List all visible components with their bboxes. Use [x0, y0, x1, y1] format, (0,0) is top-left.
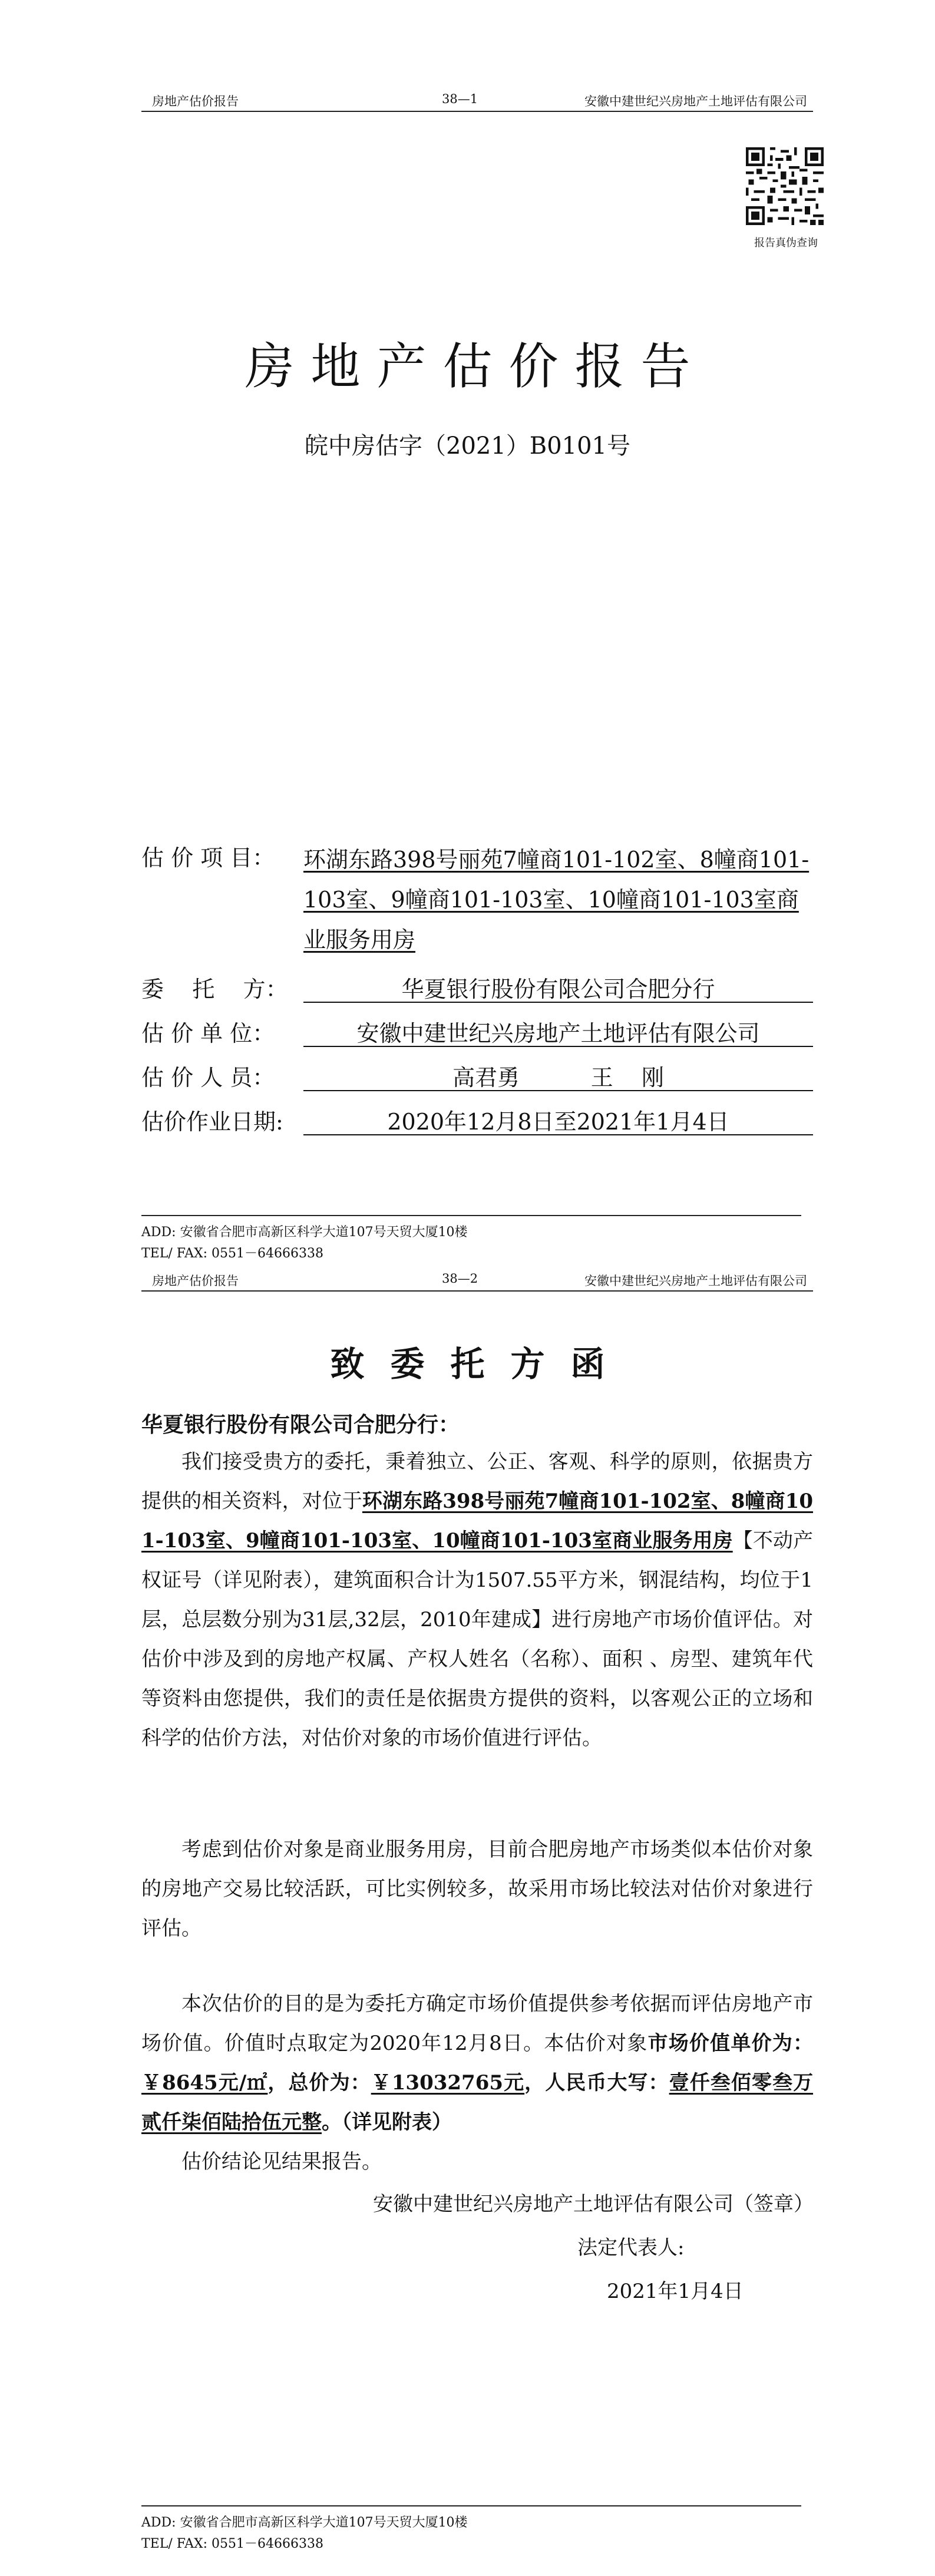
valuer-staff-label: 估 价 人 员： [141, 1065, 275, 1091]
p3-intro: 本次估价的目的是为委托方确定市场价值提供参考依据而评估房地产市场价值。价值时点取定为2020年12月8日。本估价对象 [141, 1992, 813, 2055]
page-header-2 [141, 1268, 813, 1292]
footer-divider-2 [141, 2505, 801, 2506]
footer-address-2: ADD: 安徽省合肥市高新区科学大道107号天贸大厦10楼 [141, 2515, 468, 2530]
letter-paragraph-3 [141, 1984, 813, 2142]
valuation-date-label: 估价作业日期: [141, 1109, 283, 1135]
valuer-org-label: 估 价 单 位： [141, 1021, 275, 1046]
report-title: 房地产估价报告 [245, 338, 707, 395]
p3-unit-label: 市场价值单价为： [647, 2032, 814, 2055]
valuer-staff-value: 高君勇 王 刚 [303, 1059, 813, 1091]
p1-property: 环湖东路398号丽苑7幢商101-102室、8幢商101-103室、9幢商101-103室、10幢商101-103室商业服务用房 [141, 1490, 813, 1553]
letter-page [0, 1272, 935, 2576]
qr-caption: 报告真伪查询 [754, 237, 818, 249]
p3-rmb-label: ，人民币大写： [524, 2071, 669, 2095]
letter-addressee: 华夏银行股份有限公司合肥分行： [141, 1412, 460, 1437]
footer-phone: TEL/ FAX: 0551－64666338 [141, 1246, 324, 1261]
project-value-text: 环湖东路398号丽苑7幢商101-102室、8幢商101-103室、9幢商101-103室、10幢商101-103室商业服务用房 [303, 847, 810, 953]
client-value: 华夏银行股份有限公司合肥分行 [303, 971, 813, 1003]
client-row [141, 971, 825, 1004]
footer-divider [141, 1215, 801, 1216]
header-report-name: 房地产估价报告 [152, 94, 239, 108]
letter-paragraph-2: 考虑到估价对象是商业服务用房，目前合肥房地产市场类似本估价对象的房地产交易比较活跃，可比实例较多，故采用市场比较法对估价对象进行评估。 [141, 1838, 813, 1940]
header-company: 安徽中建世纪兴房地产土地评估有限公司 [584, 94, 807, 108]
header-company-2: 安徽中建世纪兴房地产土地评估有限公司 [584, 1274, 807, 1288]
page-footer [141, 1222, 468, 1264]
footer-phone-2: TEL/ FAX: 0551－64666338 [141, 2537, 324, 2551]
report-number: 皖中房估字（2021）B0101号 [305, 432, 630, 460]
letter-paragraph-1 [141, 1442, 813, 1758]
footer-address: ADD: 安徽省合肥市高新区科学大道107号天贸大厦10楼 [141, 1225, 468, 1240]
p3-rmb-amount: 壹仟叁佰零叁万贰仟柒佰陆拾伍元整 [141, 2071, 814, 2134]
valuation-date-row [141, 1104, 825, 1137]
valuation-date-value: 2020年12月8日至2021年1月4日 [303, 1104, 813, 1135]
project-row [141, 840, 825, 963]
signature-date: 2021年1月4日 [607, 2280, 744, 2303]
p3-total-label: ，总价为： [267, 2071, 371, 2095]
project-label: 估 价 项 目： [141, 845, 275, 871]
p1-details: 【不动产权证号（详见附表），建筑面积合计为1507.55平方米，钢混结构，均位于1层，总层数分别为31层,32层，2010年建成】进行房地产市场价值评估。对估价中涉及到的房地产权属、产权人姓名（名称）、面积 、房型、建筑年代等资料由您提供，我们的责任是依据贵方提供的资料，以客观公正的立场和科学的估价方法，对估价对象的市场价值进行评估。 [141, 1529, 814, 1750]
valuer-org-row [141, 1015, 825, 1048]
qr-code-icon[interactable] [746, 147, 824, 225]
letter-title: 致委托方函 [330, 1344, 631, 1384]
header-page-number-2: 38—2 [442, 1272, 478, 1286]
client-label: 委 托 方： [141, 976, 288, 1002]
page-footer-2 [141, 2512, 468, 2555]
project-value [303, 840, 813, 960]
signature-legal-rep: 法定代表人: [577, 2236, 685, 2260]
p3-see-table: 。（详见附表） [322, 2111, 452, 2134]
p3-total-price: ￥13032765元 [371, 2071, 525, 2095]
valuer-staff-row [141, 1059, 825, 1092]
valuer-org-value: 安徽中建世纪兴房地产土地评估有限公司 [303, 1015, 813, 1047]
letter-paragraph-4: 估价结论见结果报告。 [181, 2150, 382, 2174]
p3-unit-price: ￥8645元/㎡ [141, 2071, 268, 2095]
header-report-name-2: 房地产估价报告 [152, 1274, 239, 1288]
p1-intro: 我们接受贵方的委托，秉着独立、公正、客观、科学的原则，依据贵方提供的相关资料，对位于 [141, 1450, 813, 1513]
header-page-number: 38—1 [442, 92, 478, 106]
page-header [141, 88, 813, 112]
signature-company: 安徽中建世纪兴房地产土地评估有限公司（签章） [373, 2192, 814, 2216]
